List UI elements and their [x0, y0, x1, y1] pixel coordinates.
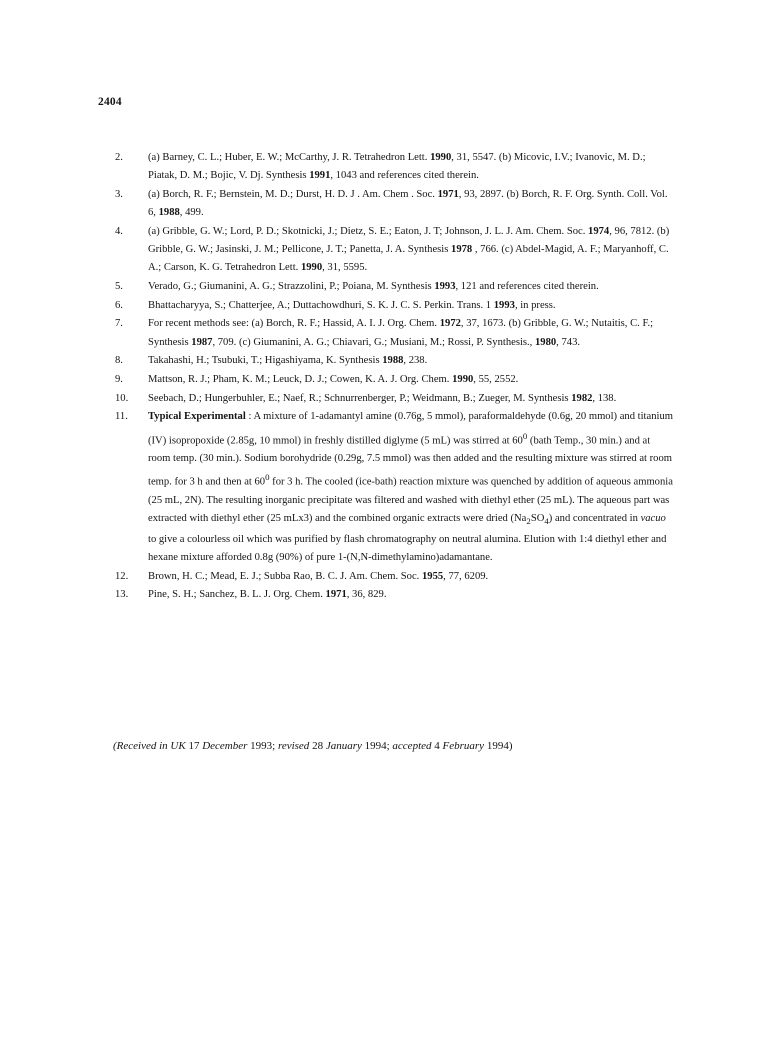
- reference-item: [115, 568, 675, 586]
- text-segment: , 93, 2897. (b) Borch, R. F. Org. Synth. Coll. Vol. 6,: [148, 188, 668, 219]
- text-segment: Seebach, D.; Hungerbuhler, E.; Naef, R.; Schnurrenberger, P.; Weidmann, B.; Zueger, M. Synthesis: [148, 392, 572, 404]
- bold-text: 1990: [300, 262, 323, 274]
- reference-item: [115, 390, 675, 408]
- reference-text: [148, 149, 675, 185]
- text-segment: Bhattacharyya, S.; Chatterjee, A.; Duttachowdhuri, S. K. J. C. S. Perkin. Trans. 1: [148, 299, 494, 311]
- text-segment: , 121 and references cited therein.: [455, 280, 599, 292]
- reference-number: 4.: [115, 225, 123, 237]
- text-segment: Pine, S. H.; Sanchez, B. L. J. Org. Chem.: [148, 589, 326, 601]
- bold-text: 1991: [309, 170, 331, 182]
- reference-number: 8.: [115, 355, 123, 367]
- text-segment: 28: [309, 740, 326, 752]
- bold-text: 1971: [325, 589, 347, 601]
- superscript-text: 0: [265, 472, 270, 483]
- reference-number: 9.: [115, 373, 123, 385]
- bold-text: 1988: [158, 207, 180, 219]
- references-list: [115, 149, 675, 606]
- text-segment: Mattson, R. J.; Pham, K. M.; Leuck, D. J.; Cowen, K. A. J. Org. Chem.: [148, 373, 453, 385]
- reference-number: 13.: [115, 589, 129, 601]
- text-segment: ) and concentrated in: [548, 513, 641, 525]
- italic-text: accepted: [392, 740, 432, 752]
- bold-text: 1990: [430, 152, 452, 163]
- bold-text: 1972: [439, 318, 461, 330]
- reference-text: [148, 223, 675, 278]
- text-segment: For recent methods see: (a) Borch, R. F.; Hassid, A. I. J. Org. Chem.: [148, 318, 440, 330]
- reference-number: 7.: [115, 318, 123, 330]
- bold-text: 1980: [534, 336, 557, 348]
- bold-text: 1982: [571, 392, 593, 404]
- text-segment: , in press.: [514, 299, 556, 311]
- text-segment: for 3 h. The cooled (ice-bath) reaction mixture was quenched by addition of aqueous ammonia (25 mL, 2N). The resulting inorganic precipitate was filtered and washed with diethyl ether (25 mL). The aqueous part was extracted with diethyl ether (25 mLx3) and the combined organic extracts were dried (Na: [148, 477, 673, 525]
- text-segment: (a) Barney, C. L.; Huber, E. W.; McCarthy, J. R. Tetrahedron Lett.: [148, 152, 431, 163]
- text-segment: , 96, 7812. (b) Gribble, G. W.; Jasinski, J. M.; Pellicone, J. T.; Panetta, J. A. Synthesis: [148, 225, 670, 256]
- bold-text: 1955: [421, 570, 444, 582]
- superscript-text: 0: [522, 430, 528, 441]
- subscript-text: 4: [544, 516, 549, 527]
- subscript-text: 2: [526, 516, 531, 527]
- text-segment: SO: [530, 513, 545, 525]
- text-segment: 1994): [484, 740, 513, 752]
- reference-item: [115, 315, 675, 351]
- text-segment: (a) Borch, R. F.; Bernstein, M. D.; Durst, H. D. J . Am. Chem . Soc.: [148, 188, 438, 200]
- italic-text: January: [325, 740, 362, 752]
- text-segment: , 499.: [179, 207, 204, 219]
- bold-text: 1990: [452, 373, 474, 385]
- page-number: 2404: [98, 96, 122, 108]
- text-segment: 1993;: [247, 740, 278, 752]
- reference-text: [148, 278, 675, 296]
- reference-number: 2.: [115, 152, 123, 163]
- reference-item: [115, 223, 675, 278]
- reference-text: [148, 586, 675, 604]
- reference-number: 10.: [115, 392, 129, 404]
- text-segment: , 37, 1673. (b) Gribble, G. W.; Nutaitis, C. F.; Synthesis: [148, 318, 654, 348]
- reference-number: 11.: [115, 411, 128, 423]
- text-segment: (a) Gribble, G. W.; Lord, P. D.; Skotnicki, J.; Dietz, S. E.; Eaton, J. T; Johnson, J. L. J. Am. Chem. Soc.: [148, 225, 589, 237]
- text-segment: : A mixture of 1-adamantyl amine (0.76g, 5 mmol), paraformaldehyde (0.6g, 20 mmol) and titanium (IV) isopropoxide (2.85g, 10 mmol) in freshly distilled diglyme (5 mL) was stirred at 60: [148, 411, 673, 447]
- reference-number: 6.: [115, 299, 123, 311]
- text-segment: Verado, G.; Giumanini, A. G.; Strazzolini, P.; Poiana, M. Synthesis: [148, 280, 435, 292]
- text-segment: , 55, 2552.: [473, 373, 519, 385]
- bold-text: 1971: [437, 188, 459, 200]
- italic-text: vacuo: [640, 513, 666, 525]
- bold-text: 1988: [382, 355, 404, 367]
- text-segment: , 138.: [592, 392, 617, 404]
- text-segment: , 36, 829.: [346, 589, 387, 601]
- bold-text: 1993: [434, 280, 456, 292]
- reference-item: [115, 149, 675, 185]
- reference-number: 12.: [115, 570, 129, 582]
- text-segment: , 238.: [403, 355, 428, 367]
- text-segment: (bath Temp., 30 min.) and at room temp. (30 min.). Sodium borohydride (0.29g, 7.5 mmol) was then added and the resulting mixture was stirred at room temp. for 3 h and then at 60: [148, 435, 673, 489]
- reference-text: [148, 315, 675, 351]
- italic-text: revised: [277, 740, 310, 752]
- reference-number: 3.: [115, 188, 123, 200]
- received-dates-note: [113, 738, 693, 754]
- text-segment: 1994;: [361, 740, 393, 752]
- reference-text: [148, 371, 675, 389]
- reference-text: [148, 568, 675, 586]
- reference-text: [148, 186, 675, 222]
- text-segment: , 31, 5595.: [322, 262, 368, 274]
- bold-text: 1978: [451, 244, 473, 256]
- text-segment: , 766. (c) Abdel-Magid, A. F.; Maryanhoff, C. A.; Carson, K. G. Tetrahedron Lett.: [148, 244, 669, 274]
- text-segment: , 31, 5547. (b) Micovic, I.V.; Ivanovic, M. D.; Piatak, D. M.; Bojic, V. Dj. Synthesis: [148, 152, 646, 182]
- text-segment: , 77, 6209.: [443, 570, 489, 582]
- bold-text: 1987: [191, 336, 213, 348]
- bold-text: 1993: [493, 299, 515, 311]
- reference-text: [148, 297, 675, 315]
- bold-text: Typical Experimental: [148, 411, 246, 423]
- reference-item: [115, 278, 675, 296]
- text-segment: 17: [185, 740, 203, 752]
- italic-text: February: [442, 740, 485, 752]
- reference-text: [148, 390, 675, 408]
- text-segment: , 743.: [556, 336, 581, 348]
- reference-number: 5.: [115, 280, 123, 292]
- reference-item: [115, 408, 675, 567]
- text-segment: , 1043 and references cited therein.: [330, 170, 479, 182]
- reference-item: [115, 371, 675, 389]
- text-segment: Takahashi, H.; Tsubuki, T.; Higashiyama, K. Synthesis: [148, 355, 383, 367]
- reference-text: [148, 352, 675, 370]
- bold-text: 1974: [588, 225, 610, 237]
- text-segment: , 709. (c) Giumanini, A. G.; Chiavari, G.; Musiani, M.; Rossi, P. Synthesis.,: [212, 336, 535, 348]
- reference-item: [115, 186, 675, 222]
- text-segment: 4: [431, 740, 443, 752]
- reference-item: [115, 352, 675, 370]
- text-segment: Brown, H. C.; Mead, E. J.; Subba Rao, B. C. J. Am. Chem. Soc.: [148, 570, 422, 582]
- italic-text: (Received in UK: [113, 740, 186, 752]
- text-segment: to give a colourless oil which was purified by flash chromatography on neutral alumina. Elution with 1:4 diethyl ether and hexane mixture afforded 0.8g (90%) of pure 1-(N,N-dimethylamino)adamantane.: [148, 533, 667, 563]
- reference-item: [115, 586, 675, 604]
- reference-item: [115, 297, 675, 315]
- italic-text: December: [202, 740, 248, 752]
- reference-text: [148, 408, 675, 567]
